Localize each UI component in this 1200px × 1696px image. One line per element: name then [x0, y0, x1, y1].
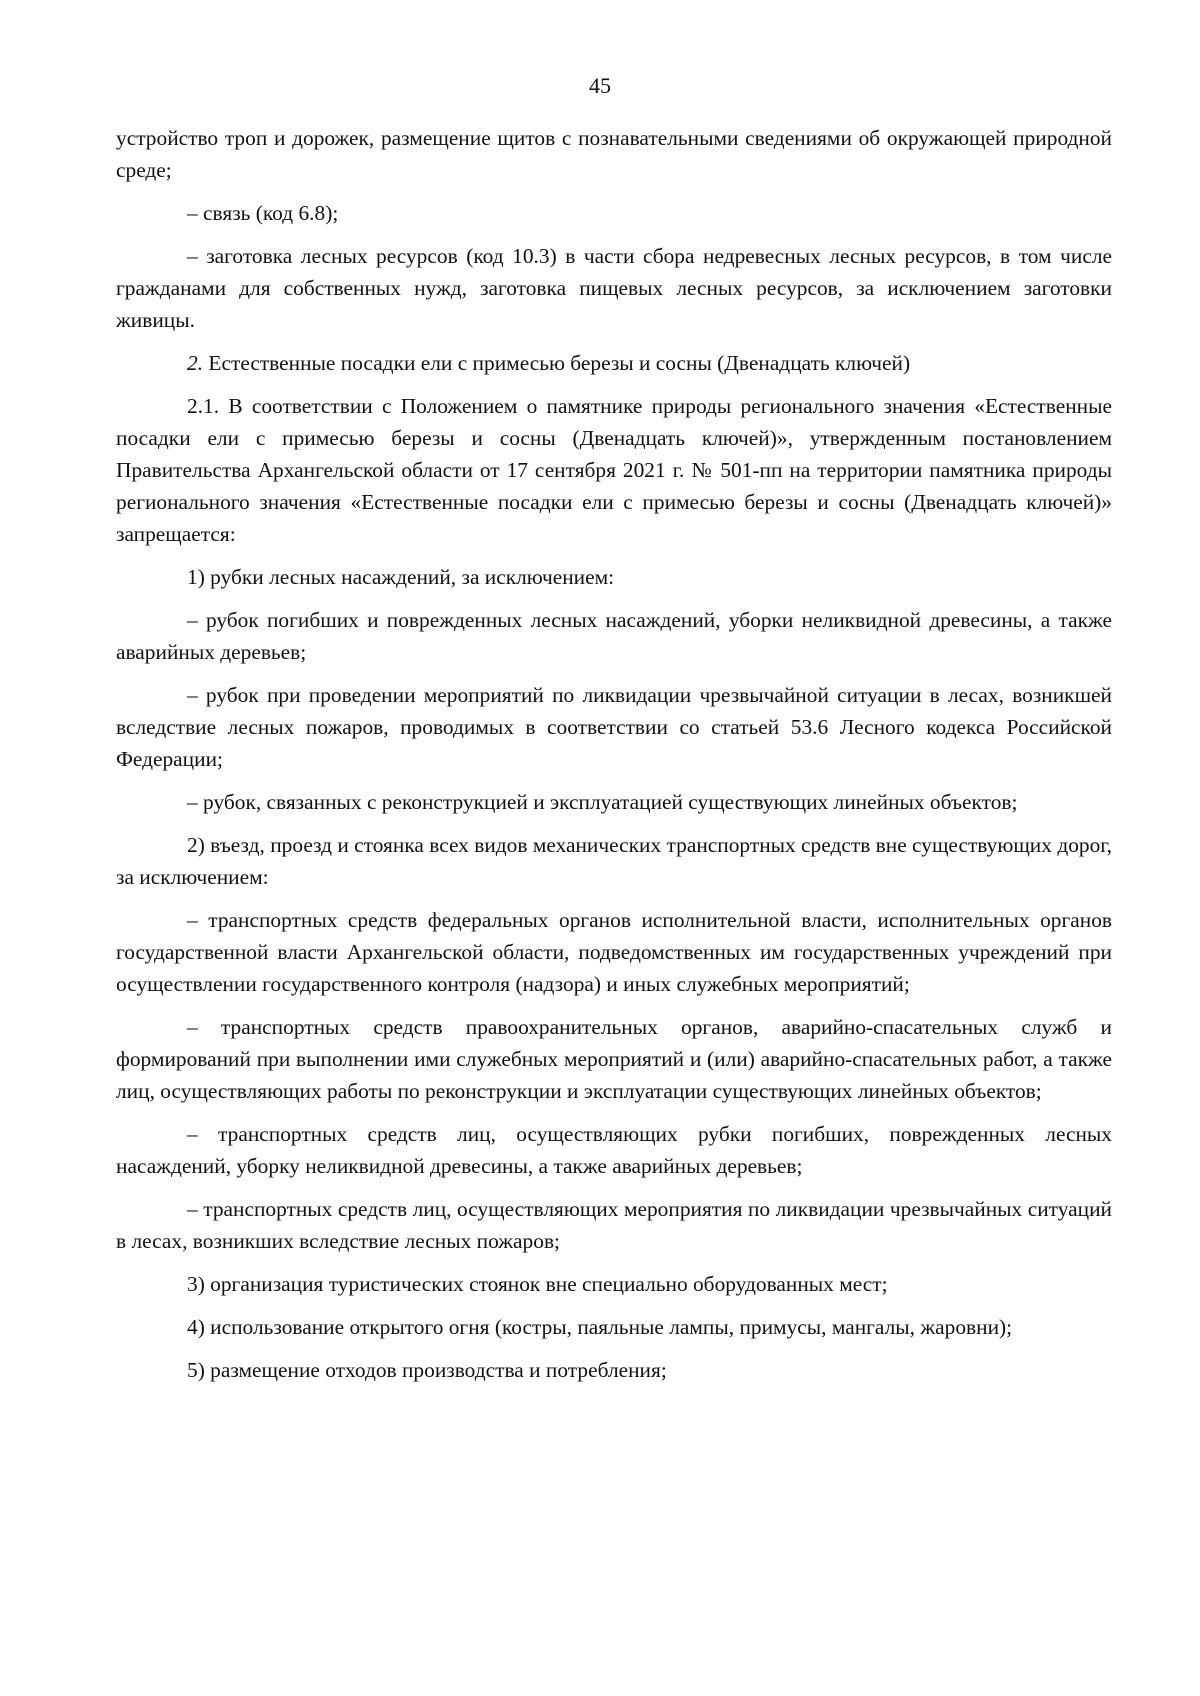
list-item-1-a: – рубок погибших и поврежденных лесных насаждений, уборки неликвидной древесины, а также аварийных деревьев;	[116, 608, 1112, 664]
list-item-communication: – связь (код 6.8);	[187, 201, 339, 225]
section-title: Естественные посадки ели с примесью березы и сосны (Двенадцать ключей)	[208, 351, 911, 375]
section-number: 2.	[187, 351, 204, 375]
document-body	[116, 122, 1112, 1386]
list-item-1: 1) рубки лесных насаждений, за исключением:	[187, 565, 615, 589]
page-number: 45	[589, 73, 611, 98]
paragraph-continuation: устройство троп и дорожек, размещение щитов с познавательными сведениями об окружающей природной среде;	[116, 126, 1112, 182]
paragraph-2-1: 2.1. В соответствии с Положением о памятнике природы регионального значения «Естественные посадки ели с примесью березы и сосны (Двенадцать ключей)», утвержденным постановлением Правительства Архангельской области от 17 сентября 2021 г. № 501-пп на территории памятника природы регионального значения «Естественные посадки ели с примесью березы и сосны (Двенадцать ключей)» запрещается:	[116, 394, 1112, 546]
list-item-4: 4) использование открытого огня (костры, паяльные лампы, примусы, мангалы, жаровни);	[187, 1315, 1013, 1339]
list-item-1-c: – рубок, связанных с реконструкцией и эксплуатацией существующих линейных объектов;	[187, 790, 1018, 814]
list-item-5: 5) размещение отходов производства и потребления;	[187, 1358, 667, 1382]
list-item-2-c: – транспортных средств лиц, осуществляющих рубки погибших, поврежденных лесных насаждений, уборку неликвидной древесины, а также аварийных деревьев;	[116, 1122, 1112, 1178]
list-item-forest-resources: – заготовка лесных ресурсов (код 10.3) в части сбора недревесных лесных ресурсов, в том числе гражданами для собственных нужд, заготовка пищевых лесных ресурсов, за исключением заготовки живицы.	[116, 244, 1112, 332]
list-item-2-a: – транспортных средств федеральных органов исполнительной власти, исполнительных органов государственной власти Архангельской области, подведомственных им государственных учреждений при осуществлении государственного контроля (надзора) и иных служебных мероприятий;	[116, 908, 1112, 996]
list-item-2-d: – транспортных средств лиц, осуществляющих мероприятия по ликвидации чрезвычайных ситуаций в лесах, возникших вследствие лесных пожаров;	[116, 1197, 1112, 1253]
list-item-2: 2) въезд, проезд и стоянка всех видов механических транспортных средств вне существующих дорог, за исключением:	[116, 833, 1112, 889]
list-item-2-b: – транспортных средств правоохранительных органов, аварийно-спасательных служб и формирований при выполнении ими служебных мероприятий и (или) аварийно-спасательных работ, а также лиц, осуществляющих работы по реконструкции и эксплуатации существующих линейных объектов;	[116, 1015, 1112, 1103]
list-item-1-b: – рубок при проведении мероприятий по ликвидации чрезвычайной ситуации в лесах, возникшей вследствие лесных пожаров, проводимых в соответствии со статьей 53.6 Лесного кодекса Российской Федерации;	[116, 683, 1112, 771]
section-heading	[116, 347, 1112, 379]
list-item-3: 3) организация туристических стоянок вне специально оборудованных мест;	[187, 1272, 888, 1296]
